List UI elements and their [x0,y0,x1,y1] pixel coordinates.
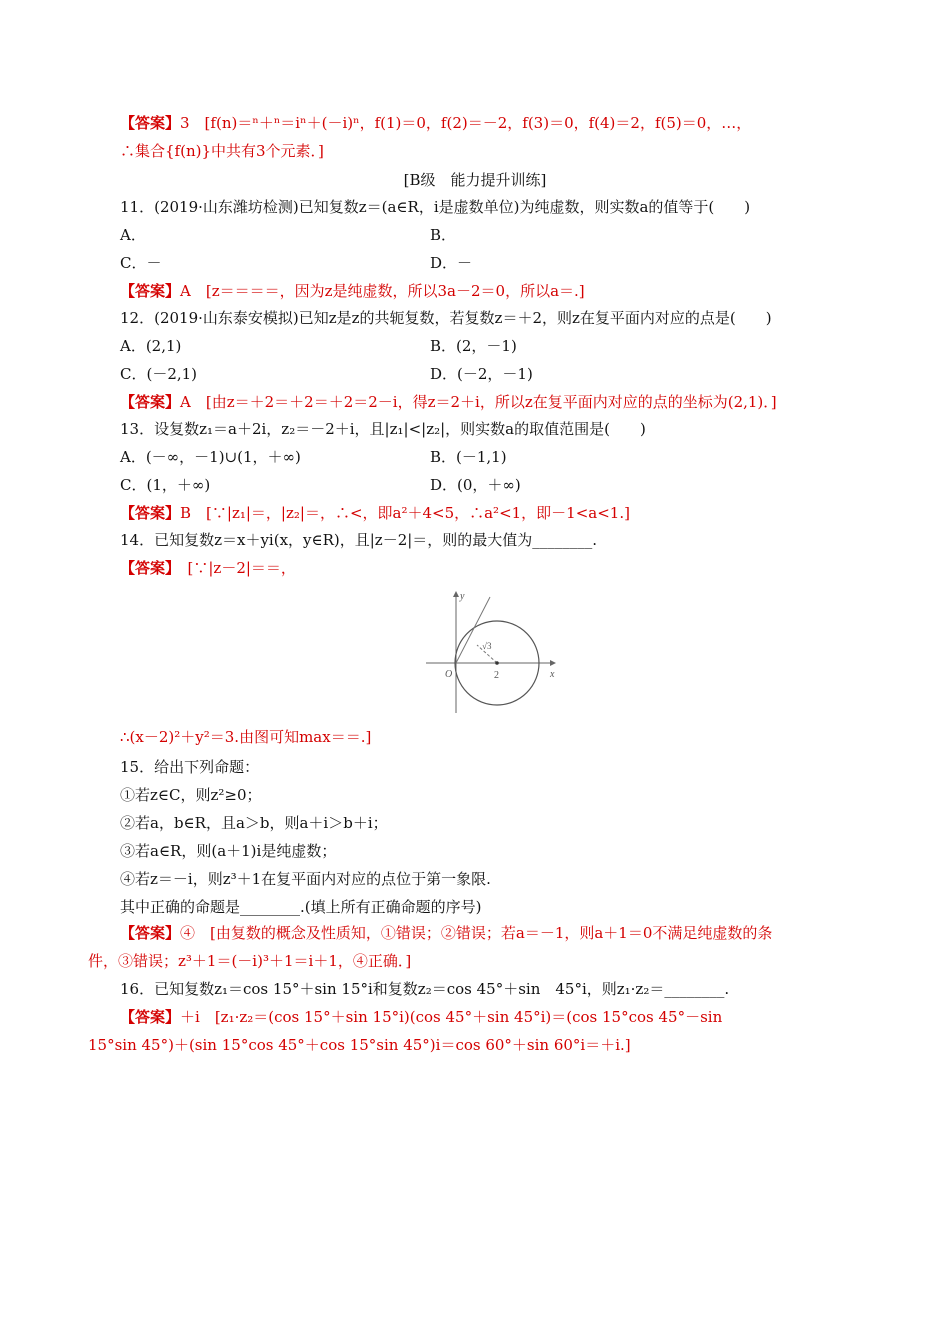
q15-stem: 15．给出下列命题： [120,758,260,776]
q14-stem: 14．已知复数z＝x＋yi(x，y∈R)，且|z－2|＝，则的最大值为________. [120,531,598,549]
q11-option-b: B． [430,226,457,244]
q14-answer [120,558,296,578]
q10-answer-line1 [120,113,751,133]
q16-answer-line1 [120,1007,722,1027]
q16-stem: 16．已知复数z₁＝cos 15°＋sin 15°i和复数z₂＝cos 45°＋sin 45°i，则z₁·z₂＝________. [120,980,730,998]
tangent-line [456,597,490,663]
q15-item-1: ①若z∈C，则z²≥0； [120,786,262,804]
q10-answer-line2: ∴集合{f(n)}中共有3个元素．] [120,142,324,160]
axis-label-x: x [550,669,555,680]
answer-tag: 【答案】 [120,504,181,522]
answer-text: ④ [由复数的概念及性质知，①错误；②错误；若a＝－1，则a＋1＝0不满足纯虚数的条 [180,924,773,942]
q12-option-b: B．(2，－1) [430,337,517,355]
q13-stem: 13．设复数z₁＝a＋2i，z₂＝－2＋i，且|z₁|<|z₂|，则实数a的取值范围是( ) [120,420,646,438]
origin-label: O [445,669,453,680]
y-axis-arrow [453,591,459,597]
answer-tag: 【答案】 [120,1008,181,1026]
tick-label-2: 2 [494,670,499,681]
x-axis-arrow [550,660,556,666]
answer-text: A [由z＝＋2＝＋2＝＋2＝2－i，得z＝2＋i，所以z在复平面内对应的点的坐标为(2,1)．] [180,393,777,411]
q13-option-c: C．(1，＋∞) [120,476,211,494]
q13-option-b: B．(－1,1) [430,448,507,466]
circle-figure [422,585,572,717]
q12-stem: 12．(2019·山东泰安模拟)已知z是z的共轭复数，若复数z＝＋2，则z在复平面内对应的点是( ) [120,309,772,327]
q15-ask: 其中正确的命题是________.(填上所有正确命题的序号) [120,898,482,916]
answer-tag: 【答案】 [120,393,181,411]
answer-tag: 【答案】 [120,924,181,942]
section-title: [B级 能力提升训练] [403,171,547,189]
q12-answer [120,392,777,412]
answer-text: 3 [f(n)＝ⁿ＋ⁿ＝iⁿ＋(－i)ⁿ，f(1)＝0，f(2)＝－2，f(3)＝0，f(4)＝2，f(5)＝0，…， [180,114,752,132]
answer-tag: 【答案】 [120,559,173,577]
q15-answer-line1 [120,923,772,943]
answer-tag: 【答案】 [120,282,181,300]
q11-option-c: C．－ [120,254,162,272]
answer-text: ＋i [z₁·z₂＝(cos 15°＋sin 15°i)(cos 45°＋sin 45°i)＝(cos 15°cos 45°－sin [180,1008,723,1026]
answer-text: A [z＝＝＝＝，因为z是纯虚数，所以3a－2＝0，所以a＝.] [180,282,585,300]
q15-answer-line2: 件，③错误；z³＋1＝(－i)³＋1＝i＋1，④正确．] [88,952,412,970]
q12-option-a: A．(2,1) [120,337,182,355]
center-point [495,661,499,665]
answer-text: [∵|z－2|＝＝， [172,559,296,577]
radius-label: √3 [482,641,492,651]
q11-option-a: A． [120,226,146,244]
q15-item-3: ③若a∈R，则(a＋1)i是纯虚数； [120,842,337,860]
q12-option-c: C．(－2,1) [120,365,198,383]
axis-label-y: y [460,591,465,602]
q12-option-d: D．(－2，－1) [430,365,533,383]
q11-option-d: D．－ [430,254,473,272]
q11-answer [120,281,585,301]
answer-text: B [∵|z₁|＝，|z₂|＝，∴<，即a²＋4<5，∴a²<1，即－1<a<1.] [180,504,630,522]
q14-answer-after-figure: ∴(x－2)²＋y²＝3.由图可知max＝＝.] [120,728,372,746]
q15-item-2: ②若a，b∈R，且a＞b，则a＋i＞b＋i； [120,814,388,832]
answer-tag: 【答案】 [120,114,181,132]
q13-option-d: D．(0，＋∞) [430,476,521,494]
q15-item-4: ④若z＝－i，则z³＋1在复平面内对应的点位于第一象限. [120,870,491,888]
q13-answer [120,503,630,523]
q11-stem: 11．(2019·山东潍坊检测)已知复数z＝(a∈R，i是虚数单位)为纯虚数，则实数a的值等于( ) [120,198,751,216]
q13-option-a: A．(－∞，－1)∪(1，＋∞) [120,448,301,466]
q16-answer-line2: 15°sin 45°)＋(sin 15°cos 45°＋cos 15°sin 45°)i＝cos 60°＋sin 60°i＝＋i.] [88,1036,631,1054]
